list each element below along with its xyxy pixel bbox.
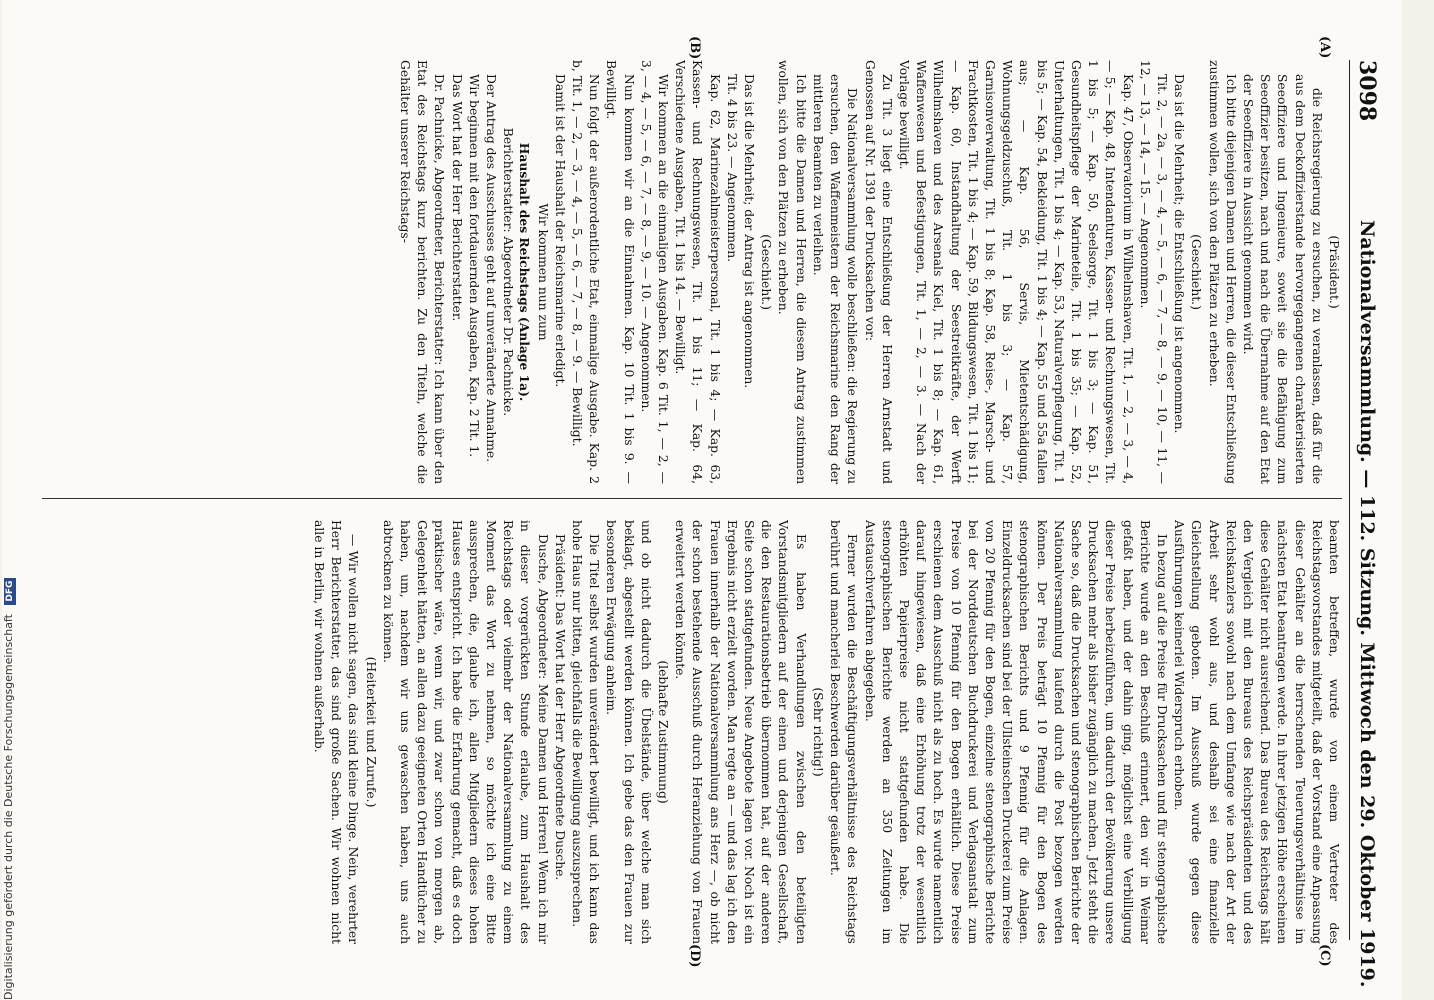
interjection: (lebhafte Zustimmung) (656, 660, 671, 804)
paragraph: Nun folgt der außerordentliche Etat, einmalige Ausgabe. Kap. 2 b, Tit. 1, — 2, — 3, — 4, — 5, — 6, — 7, — 8, — 9. — Bewilligt. (570, 60, 602, 484)
paragraph: Nun kommen wir an die Einnahmen. Kap. 10 Tit. 1 bis 9. — Bewilligt. (604, 60, 636, 484)
paragraph: beamten betreffen, wurde von einem Vertreter des Reichstagsvorstandes mitgeteilt, daß der Vorstand eine Anpassung dieser Gehälter an die herrschenden Teuerungsverhältnisse im nächsten Etat beantragen werde. In ihrer jetzigen Höhe erscheinen diese Gehälter nicht ausreichend. Das Bureau des Reichstags hält den Vergleich mit den Bureaus des Reichspräsidenten und des Reichskanzlers sowohl nach dem Umfange wie nach der Art der Arbeit sehr wohl aus, und deshalb sei eine finanzielle Gleichstellung geboten. Im Ausschuß wurde gegen diese Ausführungen keinerlei Widerspruch erhoben. (1172, 520, 1341, 944)
margin-mark-b: (B) (687, 36, 702, 60)
paragraph: Der Antrag des Ausschusses geht auf unveränderte Annahme. (484, 74, 499, 463)
paragraph: Kap. 47, Observatorium in Wilhelmshaven, Tit. 1, — 2, — 3, — 4, — 5; — Kap. 48, Intendanturen, Kassen- und Rechnungswesen, Tit. 1 bis 5; — Kap. 50, Seelsorge, Tit. 1 bis 3; — Kap. 51, Gesundheitspflege der Marineteile, Tit. 1 bis 35; — Kap. 52, Unterhaltungen, Tit. 1 bis 4; — Kap. 53, Naturalverpflegung, Tit. 1 bis 5; — Kap. 54, Bekleidung, Tit. 1 bis 4; — Kap. 55 und 55a fallen aus; — Kap. 56, Servis, Mietentschädigung, Wohnungsgeldzuschuß, Tit. 1 bis 3; — Kap. 57, Garnisonverwaltung, Tit. 1 bis 8; Kap. 58, Reise-, Marsch- und Frachtkosten, Tit. 1 bis 4; — Kap. 59, Bildungswesen, Tit. 1 bis 11; — Kap. 60, Instandhaltung der Seestreitkräfte, der Werft Wilhelmshaven und des Arsenals Kiel, Tit. 1 bis 8; — Kap. 61, Waffenwesen und Befestigungen, Tit. 1, — 2, — 3. — Nach der Vorlage bewilligt. (896, 60, 1135, 484)
paragraph: Dr. Pachnicke, Abgeordneter, Berichterstatter: Ich kann über den Etat des Reichstags kurz berichten. Zu den Titeln, welche die Gehälter unserer Reichstags- (398, 60, 447, 484)
page-number: 3098 (1354, 60, 1380, 122)
paragraph: Das ist die Mehrheit; die Entschließung ist angenommen. (1172, 74, 1187, 434)
paragraph: Berichterstatter: Abgeordneter Dr. Pachnicke. (501, 127, 516, 417)
paragraph: Präsident: Das Wort hat der Herr Abgeordnete Dusche. (552, 534, 567, 881)
margin-mark-c: (C) (1317, 944, 1332, 967)
interjection: (Geschieht.) (1189, 234, 1204, 310)
paragraph: und ob nicht dadurch die Übelstände, über welche man sich beklagt, abgestellt werden können. Ich gebe das den Frauen zur besonderen Erwägung anheim. (604, 520, 653, 944)
paragraph: Wir beginnen mit den fortdauernden Ausgaben, Kap. 2 Tit. 1. (466, 74, 481, 458)
column-right (42, 520, 1342, 944)
paragraph: die Reichsregierung zu ersuchen, zu veranlassen, daß für die aus dem Deckoffizierstande hervorgegangenen charakterisierten Seeoffiziere und Ingenieure, soweit sie die Befähigung zum Seeoffizier besitzen, nach und nach die Übernahme auf den Etat der Seeoffiziere in Aussicht genommen wird. (1240, 74, 1324, 484)
paragraph: Damit ist der Haushalt der Reichsmarine erledigt. (552, 74, 567, 388)
interjection: (Heiterkeit und Zurufe.) (363, 656, 378, 808)
paragraph: Tit. 4 bis 23. — Angenommen. (724, 74, 739, 263)
credit-text: Digitalisierung gefördert durch die Deutsche Forschungsgemeinschaft (2, 614, 15, 1000)
paragraph: Zu Tit. 3 liegt eine Entschließung der Herren Arnstadt und Genossen auf Nr. 1391 der Drucksachen vor: (862, 60, 894, 484)
paragraph: Ich bitte diejenigen Damen und Herren, die dieser Entschließung zustimmen wollen, sich von den Plätzen zu erheben. (1206, 60, 1238, 484)
digitization-credit (2, 40, 24, 1000)
paragraph: Das Wort hat der Herr Berichterstatter. (449, 74, 464, 322)
paragraph: Wir kommen nun zum (535, 203, 550, 341)
paragraph: Das ist die Mehrheit; der Antrag ist angenommen. (742, 74, 757, 389)
margin-mark-d: (D) (687, 944, 702, 968)
paragraph: Die Nationalversammlung wolle beschließen: die Regierung zu ersuchen, den Waffenmeistern der Reichsmarine den Rang der mittleren Beamten zu verleihen. (810, 74, 860, 484)
dfg-logo: DFG (4, 578, 16, 605)
paragraph: In bezug auf die Preise für Drucksachen und für stenographische Berichte wurde an den Beschluß erinnert, den wir in Weimar gefaßt haben, und der dahin ging, möglichst eine Verbilligung dieser Preise herbeizuführen, um dadurch der Bevölkerung unsere Drucksachen mehr als bisher zugänglich zu machen. Jetzt steht die Sache so, daß die Drucksachen und stenographischen Berichte der Nationalversammlung laufend durch die Post bezogen werden können. Der Preis beträgt 10 Pfennig für den Bogen des stenographischen Berichts und 9 Pfennig für die Anlagen. Einzeldrucksachen sind bei der Ullsteinschen Druckerei zum Preise von 20 Pfennig für den Bogen, einzelne stenographische Berichte bei der Norddeutschen Buchdruckerei und Verlagsanstalt zum Preise von 10 Pfennig für den Bogen erhältlich. Diese Preise erschienen dem Ausschuß nicht als zu hoch. Es wurde namentlich darauf hingewiesen, daß eine Erhöhung trotz der wesentlich erhöhten Papierpreise nicht stattgefunden habe. Die stenographischen Berichte werden an 350 Zeitungen im Austauschverfahren abgegeben. (862, 520, 1169, 944)
page-header (1349, 60, 1384, 988)
paragraph: Ich bitte die Damen und Herren, die diesem Antrag zustimmen wollen, sich von den Plätzen zu erheben. (776, 60, 808, 484)
section-heading: Haushalt des Reichstags (Anlage 1a). (517, 142, 533, 402)
interjection: (Sehr richtig!) (810, 687, 825, 777)
paragraph: Die Titel selbst wurden unverändert bewilligt, und ich kann das hohe Haus nur bitten, gleichfalls die Bewilligung auszusprechen. (570, 520, 602, 944)
paragraph: Tit. 2, — 2a, — 3, — 4, — 5, — 6, — 7, — 8, — 9, — 10, — 11, — 12, — 13, — 14, — 15. — Angenommen. (1137, 60, 1169, 484)
document-page (2, 0, 1402, 1000)
paragraph: Dusche, Abgeordneter: Meine Damen und Herren! Wenn ich mir in dieser vorgerückten Stunde erlaube, zum Haushalt des Reichstags oder vielmehr der Nationalversammlung zu einem Moment das Wort zu nehmen, so möchte ich eine Bitte aussprechen, die, glaube ich, allen Mitgliedern dieses hohen Hauses entspricht. Ich habe die Erfahrung gemacht, daß es doch praktischer wäre, wenn wir, und zwar schon von morgen ab, Gelegenheit hätten, an allen dazu geeigneten Orten Handtücher zu haben, um, nachdem wir uns gewaschen haben, uns auch abtrocknen zu können. (380, 520, 550, 944)
paragraph: Wir kommen an die einmaligen Ausgaben. Kap. 6 Tit. 1, — 2, — 3, — 4, — 5, — 6, — 7, — 8, — 9, — 10. — Angenommen. (638, 60, 671, 484)
paragraph: Ferner wurden die Beschäftigungsverhältnisse des Reichstags berührt und mancherlei Beschwerden darüber geäußert. (828, 520, 860, 944)
paragraph: — Wir wollen nicht sagen, das sind kleine Dinge. Nein, verehrter Herr Berichterstatter, das sind große Sachen. Wir wohnen nicht alle in Berlin, wir wohnen außerhalb. (312, 520, 361, 944)
paragraph: Es haben Verhandlungen zwischen den beteiligten Vorstandsmitgliedern auf der einen und derjenigen Gesellschaft, die den Restaurationsbetrieb übernommen hat, auf der anderen Seite schon stattgefunden. Neue Angebote lagen vor. Noch ist ein Ergebnis nicht erzielt worden. Man regte an — und das lag ich den Frauen innerhalb der Nationalversammlung ans Herz —, ob nicht der schon bestehende Ausschuß durch Heranziehung von Frauen erweitert werden könnte. (673, 520, 808, 944)
column-divider (42, 498, 1342, 499)
interjection: (Geschieht.) (759, 234, 774, 310)
margin-mark-a: (A) (1317, 36, 1332, 59)
column-left (42, 60, 1342, 484)
running-title: Nationalversammlung. — 112. Sitzung. Mittwoch den 29. Oktober 1919. (1356, 220, 1378, 988)
paragraph: Kap. 62, Marinezahlmeisterpersonal, Tit. 1 bis 4; — Kap. 63, Kassen- und Rechnungswesen, Tit. 1 bis 11; — Kap. 64, Verschiedene Ausgaben, Tit. 1 bis 14. — Bewilligt. (673, 60, 722, 484)
speaker-label: (Präsident.) (1327, 235, 1341, 309)
